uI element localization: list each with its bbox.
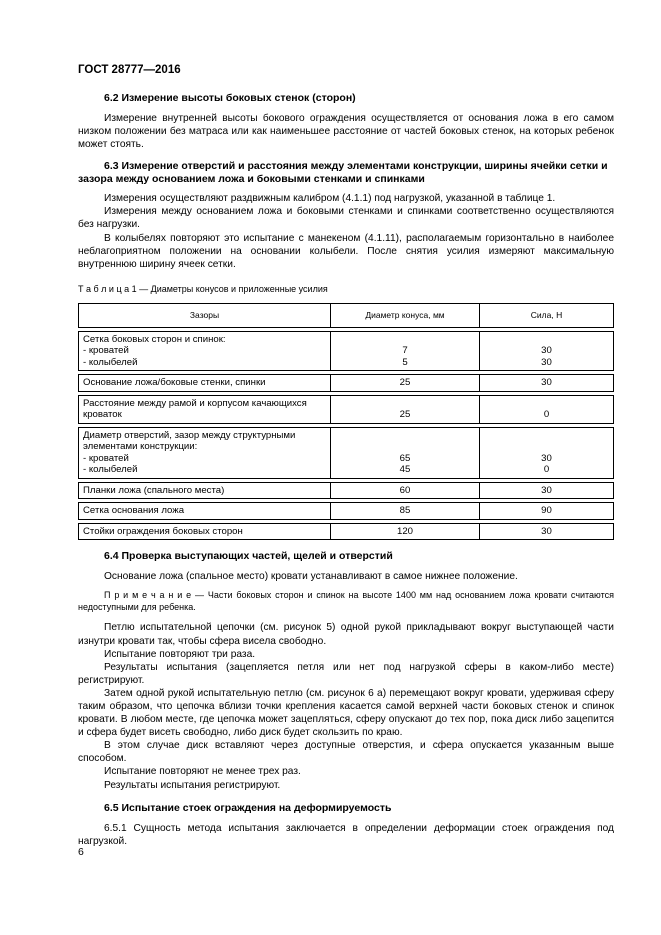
row4-diameter [331,427,480,478]
row4-label-line-2: - кроватей [83,452,129,464]
table-row [79,331,614,371]
row2-force: 30 [480,375,614,392]
row7-force: 30 [480,523,614,540]
section-6-4-paragraph-3: Испытание повторяют три раза. [104,648,256,660]
section-6-4-paragraph-8: Результаты испытания регистрируют. [104,779,281,791]
row4-label-line-3: - колыбелей [83,464,138,476]
row1-force [480,331,614,371]
row1-label-line-3: - колыбелей [83,356,138,368]
table-row [79,375,614,392]
table-row [79,427,614,478]
table-1 [78,303,614,541]
row4-force-1: 30 [541,452,552,464]
table-caption-text: — Диаметры конусов и приложенные усилия [136,283,328,294]
section-6-4-paragraph-7: Испытание повторяют не менее трех раз. [104,766,301,778]
page-content [78,88,614,848]
section-6-2-heading: 6.2 Измерение высоты боковых стенок (сторон) [104,92,356,104]
row3-label: Расстояние между рамой и корпусом качающихся кроваток [79,395,331,423]
table-row [79,482,614,499]
col-header-gaps: Зазоры [79,303,331,327]
section-6-4-paragraph-6: В этом случае диск вставляют через доступные отверстия, и сфера опускается указанным выше способом. [78,740,614,765]
section-6-3-paragraph-1: Измерения осуществляют раздвижным калибром (4.1.1) под нагрузкой, указанной в таблице 1. [104,193,556,205]
page-number: 6 [78,846,84,858]
row6-diameter: 85 [331,503,480,520]
col-header-cone-diameter: Диаметр конуса, мм [331,303,480,327]
row3-force: 0 [480,395,614,423]
note-text: — Части боковых сторон и спинок на высоте 1400 мм над основанием ложа кровати считаются недоступными для ребенка. [78,590,615,612]
row7-diameter: 120 [331,523,480,540]
section-6-3-heading: 6.3 Измерение отверстий и расстояния между элементами конструкции, ширины ячейки сетки и зазора между основанием ложа и боковыми стенками и спинками [78,160,608,186]
row5-label: Планки ложа (спального места) [79,482,331,499]
section-6-3-paragraph-3: В колыбелях повторяют это испытание с манекеном (4.1.11), располагаемым горизонтально в наиболее неблагоприятном положении на основании колыбели. После снятия усилия измеряют максимальную внутреннюю ширину ячеек сетки. [78,232,614,270]
section-6-4-paragraph-5: Затем одной рукой испытательную петлю (см. рисунок 6 а) перемещают вокруг кровати, удерживая сферу таким образом, что цепочка вблизи точки крепления касается самой верхней части боковых стенок и спинок кровати. В любом месте, где цепочка может зацепляться, сферу опускают до тех пор, пока диск либо зацепится и сфера будет висеть свободно, либо диск будет скользить по краю. [78,687,614,739]
section-6-3-paragraph-2: Измерения между основанием ложа и боковыми стенками и спинками соответственно осуществляются без нагрузки. [78,206,614,231]
section-6-4-heading: 6.4 Проверка выступающих частей, щелей и отверстий [104,550,393,563]
row1-diameter-2: 5 [402,356,408,368]
row4-force-2: 0 [543,464,550,476]
section-6-4-paragraph-2: Петлю испытательной цепочки (см. рисунок 5) одной рукой прикладывают вокруг выступающей части изнутри кровати так, чтобы сфера висела свободно. [78,622,614,647]
table-row [79,395,614,423]
table-caption-label: Т а б л и ц а 1 [78,283,137,294]
row1-label-line-1: Сетка боковых сторон и спинок: [83,333,226,345]
document-header: ГОСТ 28777—2016 [78,64,181,76]
section-6-5-heading: 6.5 Испытание стоек ограждения на деформируемость [104,801,392,814]
table-header-row [79,303,614,327]
row4-label [79,427,331,478]
table-row [79,503,614,520]
row1-diameter [331,331,480,371]
col-header-force: Сила, Н [480,303,614,327]
row2-label: Основание ложа/боковые стенки, спинки [79,375,331,392]
section-6-4-note [78,590,614,613]
row5-force: 30 [480,482,614,499]
table-caption [78,284,614,294]
row2-diameter: 25 [331,375,480,392]
section-6-5-paragraph: 6.5.1 Сущность метода испытания заключается в определении деформации стоек ограждения под нагрузкой. [78,822,614,847]
section-6-4-paragraph-1: Основание ложа (спальное место) кровати устанавливают в самое нижнее положение. [104,571,518,583]
row1-label-line-2: - кроватей [83,345,129,357]
row5-diameter: 60 [331,482,480,499]
row7-label: Стойки ограждения боковых сторон [79,523,331,540]
row1-diameter-1: 7 [402,345,408,357]
section-6-2-paragraph: Измерение внутренней высоты бокового ограждения осуществляется от основания ложа в его самом низком положении без матраса или как наименьшее расстояние от частей боковых стенок, на которых ребенок может стоять. [78,113,614,151]
row1-force-1: 30 [541,345,552,357]
table-row [79,523,614,540]
row4-diameter-2: 45 [399,464,411,476]
row4-label-line-1: Диаметр отверстий, зазор между структурными элементами конструкции: [83,429,296,453]
row3-diameter: 25 [331,395,480,423]
row4-diameter-1: 65 [399,452,411,464]
row4-force [480,427,614,478]
row1-force-2: 30 [541,356,552,368]
row6-force: 90 [480,503,614,520]
row1-label [79,331,331,371]
note-label: П р и м е ч а н и е [104,590,192,601]
row6-label: Сетка основания ложа [79,503,331,520]
section-6-4-paragraph-4: Результаты испытания (зацепляется петля или нет под нагрузкой сферы в каком-либо месте) регистрируют. [78,661,614,686]
